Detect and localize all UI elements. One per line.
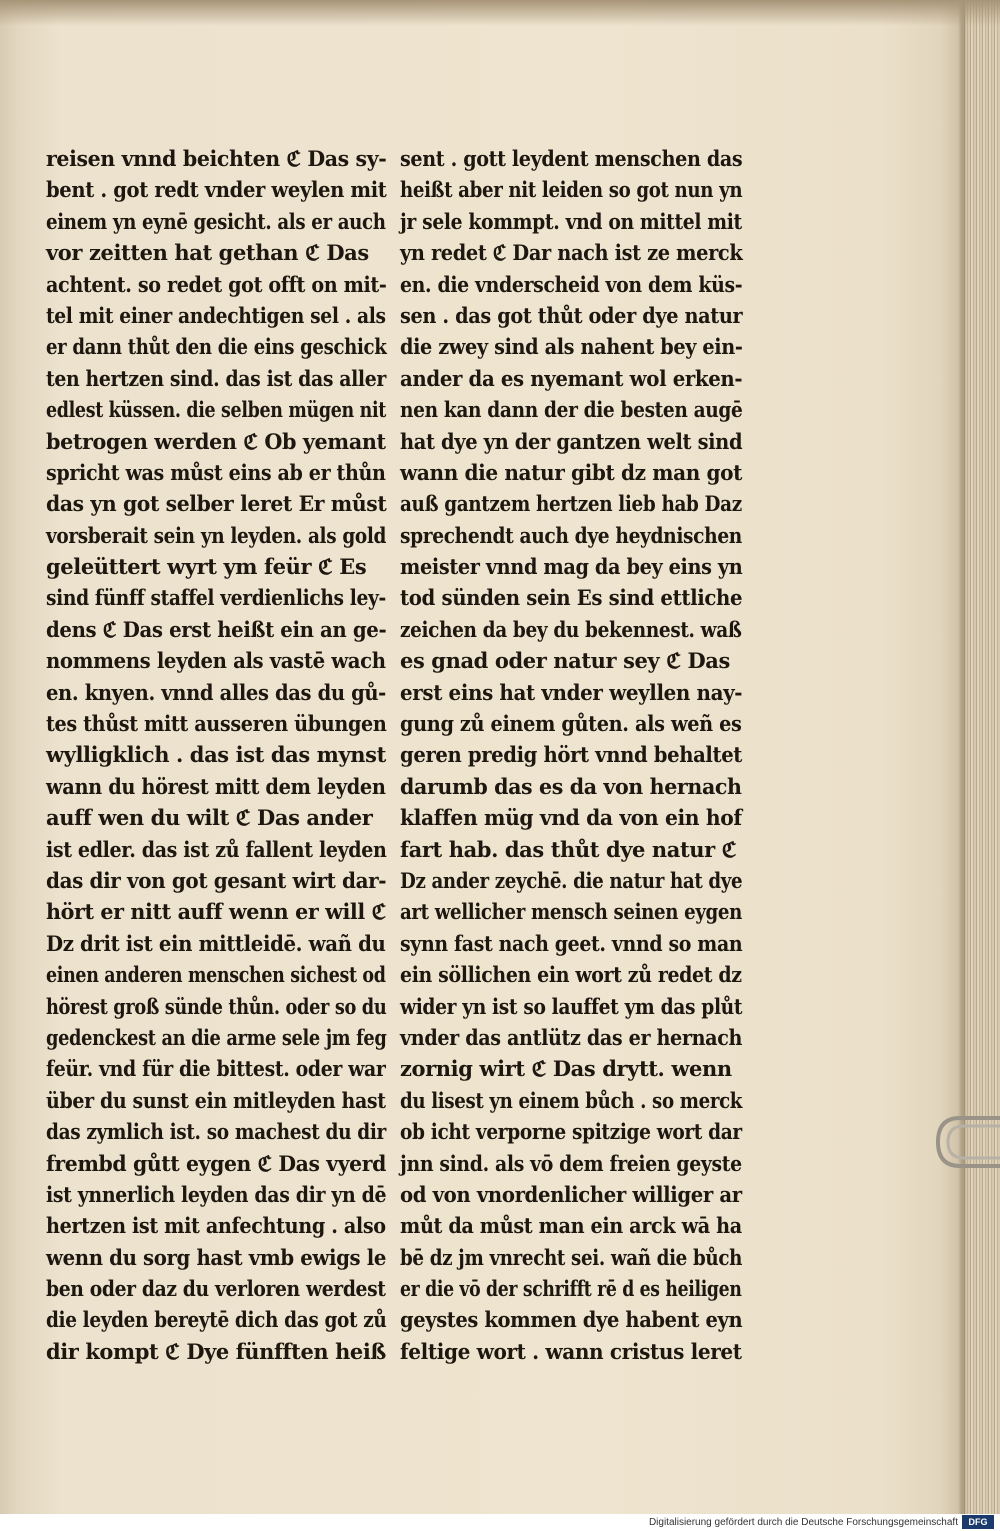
text-line-right-38: geystes kommen dye habent eyn (400, 1307, 743, 1333)
text-line-left-10: betrogen werden ℭ Ob yemant (46, 428, 386, 454)
digitization-credit: Digitalisierung gefördert durch die Deutsche Forschungsgemeinschaft (648, 1517, 958, 1528)
text-line-left-9: edlest küssen. die selben mügen nit (46, 397, 386, 423)
text-line-right-2: heißt aber nit leiden so got nun yn (400, 177, 743, 203)
text-line-right-18: erst eins hat vnder weyllen nay- (400, 679, 743, 705)
text-line-right-23: fart hab. das thůt dye natur ℭ (400, 836, 737, 862)
text-line-right-19: gung zů einem gůten. als weñ es (400, 711, 742, 737)
text-line-left-29: gedenckest an die arme sele jm feg (46, 1024, 387, 1050)
text-line-right-3: jr sele kommpt. vnd on mittel mit (400, 208, 742, 234)
text-line-right-8: ander da es nyemant wol erken- (400, 365, 743, 391)
text-line-left-16: dens ℭ Das erst heißt ein an ge- (46, 616, 387, 642)
text-line-right-9: nen kan dann der die besten augē (400, 397, 743, 423)
text-line-right-1: sent . gott leydent menschen das (400, 146, 743, 171)
text-line-right-26: synn fast nach geet. vnnd so man (400, 930, 743, 956)
text-line-left-12: das yn got selber leret Er můst (46, 491, 387, 517)
text-line-left-14: geleüttert wyrt ym feür ℭ Es (46, 554, 367, 580)
text-line-left-39: dir kompt ℭ Dye fünfften heiß (46, 1338, 386, 1364)
text-line-right-27: ein söllichen ein wort zů redet dz (400, 962, 742, 988)
text-line-right-35: můt da můst man ein arck wā ha (400, 1213, 742, 1239)
text-line-left-18: en. knyen. vnnd alles das du gů- (46, 679, 386, 705)
text-line-right-28: wider yn ist so lauffet ym das plůt (400, 993, 743, 1019)
text-line-left-2: bent . got redt vnder weylen mit (46, 177, 387, 203)
text-line-right-39: feltige wort . wann cristus leret (400, 1338, 742, 1364)
text-line-right-33: jnn sind. als vō dem freien geyste (400, 1150, 742, 1176)
top-shadow (0, 0, 1000, 26)
text-line-right-20: geren predig hört vnnd behaltet (400, 742, 742, 768)
text-column-left (46, 143, 386, 1367)
text-line-left-31: über du sunst ein mitleyden hast (46, 1087, 386, 1113)
text-line-left-36: wenn du sorg hast vmb ewigs le (46, 1244, 387, 1270)
text-line-right-34: od von vnordenlicher williger ar (400, 1181, 742, 1207)
text-line-right-16: zeichen da bey du bekennest. waß (400, 616, 742, 642)
text-line-left-30: feür. vnd für die bittest. oder war (46, 1056, 386, 1082)
text-line-left-21: wann du hörest mitt dem leyden (46, 773, 386, 799)
text-line-right-36: bē dz jm vnrecht sei. wañ die bůch (400, 1244, 743, 1270)
text-line-left-1: reisen vnnd beichten ℭ Das sy- (46, 146, 387, 171)
text-line-left-33: frembd gůtt eygen ℭ Das vyerd (46, 1150, 387, 1176)
text-line-right-4: yn redet ℭ Dar nach ist ze merck (400, 240, 743, 266)
text-line-left-26: Dz drit ist ein mittleidē. wañ du (46, 930, 386, 956)
text-line-left-19: tes thůst mitt ausseren übungen (46, 711, 387, 737)
text-line-left-6: tel mit einer andechtigen sel . als (46, 302, 386, 328)
text-line-right-14: meister vnnd mag da bey eins yn (400, 554, 743, 580)
text-line-left-35: hertzen ist mit anfechtung . also (46, 1213, 386, 1239)
paper-clip (930, 1112, 1000, 1172)
text-line-left-32: das zymlich ist. so machest du dir (46, 1119, 386, 1145)
text-line-left-17: nommens leyden als vastē wach (46, 648, 386, 674)
text-line-left-24: das dir von got gesant wirt dar- (46, 867, 387, 893)
text-line-right-7: die zwey sind als nahent bey ein- (400, 334, 743, 360)
text-line-right-24: Dz ander zeychē. die natur hat dye (400, 867, 743, 893)
text-line-left-15: sind fünff staffel verdienlichs ley- (46, 585, 386, 611)
text-line-right-11: wann die natur gibt dz man got (400, 459, 743, 485)
text-line-left-11: spricht was můst eins ab er thůn (46, 459, 386, 485)
text-line-right-25: art wellicher mensch seinen eygen (400, 899, 743, 925)
text-column-right (400, 143, 742, 1367)
text-line-right-6: sen . das got thůt oder dye natur (400, 302, 743, 328)
text-line-left-37: ben oder daz du verloren werdest (46, 1276, 386, 1302)
text-line-right-31: du lisest yn einem bůch . so merck (400, 1087, 743, 1113)
text-line-left-23: ist edler. das ist zů fallent leyden (46, 836, 387, 862)
text-line-right-29: vnder das antlütz das er hernach (400, 1024, 743, 1050)
text-line-left-8: ten hertzen sind. das ist das aller (46, 365, 386, 391)
text-line-right-5: en. die vnderscheid von dem küs- (400, 271, 743, 297)
text-line-right-10: hat dye yn der gantzen welt sind (400, 428, 743, 454)
text-line-right-17: es gnad oder natur sey ℭ Das (400, 648, 730, 674)
text-line-left-20: wylligklich . das ist das mynst (46, 742, 386, 768)
text-line-left-25: hört er nitt auff wenn er will ℭ (46, 899, 386, 925)
text-line-right-13: sprechendt auch dye heydnischen (400, 522, 742, 548)
text-line-left-3: einem yn eynē gesicht. als er auch (46, 208, 386, 234)
text-line-left-28: hörest groß sünde thůn. oder so du (46, 993, 387, 1019)
text-line-left-34: ist ynnerlich leyden das dir yn dē (46, 1181, 387, 1207)
text-line-left-22: auff wen du wilt ℭ Das ander (46, 805, 373, 831)
page-edge-shadow (958, 0, 968, 1514)
text-line-left-4: vor zeitten hat gethan ℭ Das (46, 240, 369, 266)
text-line-right-30: zornig wirt ℭ Das drytt. wenn (400, 1056, 732, 1082)
text-line-left-27: einen anderen menschen sichest od (46, 962, 386, 988)
text-line-right-12: auß gantzem hertzen lieb hab Daz (400, 491, 742, 517)
text-line-right-37: er die vō der schrifft rē d es heiligen (400, 1276, 742, 1302)
text-line-left-5: achtent. so redet got offt on mit- (46, 271, 387, 297)
text-line-left-13: vorsberait sein yn leyden. als gold (46, 522, 387, 548)
text-line-right-32: ob icht verporne spitzige wort dar (400, 1119, 742, 1145)
text-line-left-38: die leyden bereytē dich das got zů (46, 1307, 387, 1333)
text-line-left-7: er dann thůt den die eins geschick (46, 334, 387, 360)
dfg-logo: DFG (962, 1515, 994, 1529)
text-line-right-22: klaffen müg vnd da von ein hof (400, 805, 742, 831)
text-line-right-15: tod sünden sein Es sind ettliche (400, 585, 743, 611)
text-line-right-21: darumb das es da von hernach (400, 773, 742, 799)
